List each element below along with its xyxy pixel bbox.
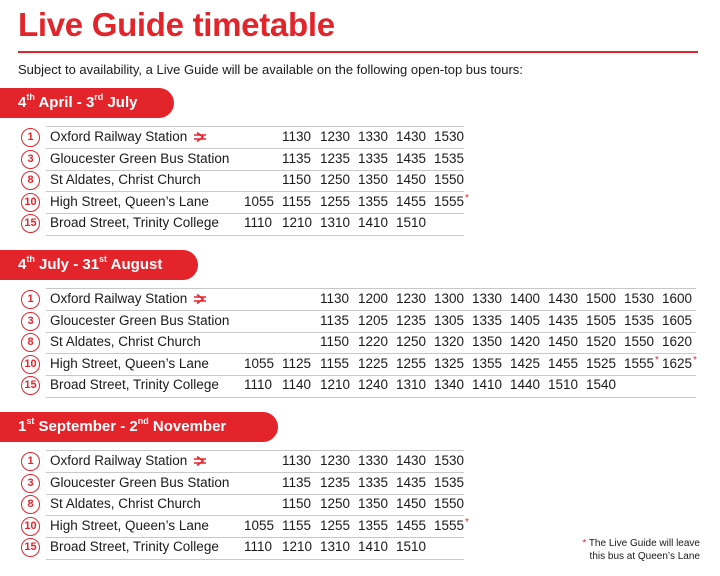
departure-time: 1250 — [396, 334, 427, 350]
departure-time: 1130 — [320, 291, 350, 306]
departure-time: 1130 — [282, 453, 312, 468]
departure-time: 1450 — [396, 172, 427, 188]
stop-number-badge: 15 — [21, 214, 40, 233]
departure-time: 1600 — [662, 291, 693, 306]
departure-time: 1330 — [358, 453, 389, 468]
stop-name: Oxford Railway Station — [50, 291, 208, 306]
stop-number-badge: 10 — [21, 517, 40, 536]
row-divider — [46, 397, 696, 398]
departure-time: 1150 — [282, 172, 312, 188]
departure-time: 1450 — [548, 334, 579, 350]
departure-time: 1335 — [358, 474, 389, 490]
departure-time: 1530 — [434, 453, 465, 468]
stop-name: Broad Street, Trinity College — [50, 377, 219, 393]
intro-text: Subject to availability, a Live Guide will be available on the following open-top bus tours: — [18, 62, 523, 77]
departure-time: 1410 — [358, 215, 389, 231]
stop-number-badge: 1 — [21, 452, 40, 471]
departure-time: 1230 — [396, 291, 427, 306]
departure-time: 1155 — [282, 517, 312, 533]
timetable-row — [18, 375, 718, 396]
departure-time: 1410 — [472, 377, 503, 393]
departure-time: 1230 — [320, 129, 351, 144]
departure-time: 1555* — [434, 192, 469, 209]
stop-number-badge: 8 — [21, 495, 40, 514]
departure-time: 1110 — [244, 539, 273, 555]
departure-time: 1300 — [434, 291, 465, 306]
departure-time: 1505 — [586, 312, 617, 328]
stop-number-badge: 3 — [21, 150, 40, 169]
stop-name: Gloucester Green Bus Station — [50, 312, 230, 328]
departure-time: 1350 — [472, 334, 503, 350]
stop-name: High Street, Queen’s Lane — [50, 517, 209, 533]
departure-time: 1310 — [320, 215, 351, 231]
stop-name: High Street, Queen’s Lane — [50, 355, 209, 371]
stop-name: St Aldates, Christ Church — [50, 334, 201, 350]
departure-time: 1455 — [396, 193, 427, 209]
departure-time: 1155 — [282, 193, 312, 209]
departure-time: 1220 — [358, 334, 389, 350]
departure-time: 1255 — [320, 193, 351, 209]
stop-number-badge: 1 — [21, 290, 40, 309]
departure-time: 1620 — [662, 334, 693, 350]
departure-time: 1225 — [358, 355, 389, 371]
departure-time: 1550 — [434, 172, 465, 188]
departure-time: 1435 — [396, 474, 427, 490]
departure-time: 1520 — [586, 334, 617, 350]
timetable-row — [18, 192, 718, 213]
departure-time: 1320 — [434, 334, 465, 350]
timetable-row — [18, 213, 718, 234]
departure-time: 1525 — [586, 355, 617, 371]
departure-time: 1235 — [396, 312, 427, 328]
departure-time: 1210 — [320, 377, 351, 393]
stop-number-badge: 10 — [21, 193, 40, 212]
stop-name: St Aldates, Christ Church — [50, 172, 201, 188]
timetable-row — [18, 127, 718, 148]
section-banner-september-november: 1st September - 2nd November — [0, 412, 278, 442]
departure-time: 1550 — [434, 496, 465, 512]
timetable-row — [18, 354, 718, 375]
departure-time: 1155 — [320, 355, 350, 371]
footnote — [560, 537, 700, 563]
departure-time: 1435 — [548, 312, 579, 328]
departure-time: 1530 — [624, 291, 655, 306]
section-banner-july-august: 4th July - 31st August — [0, 250, 198, 280]
departure-time: 1410 — [358, 539, 389, 555]
departure-time: 1400 — [510, 291, 541, 306]
stop-number-badge: 10 — [21, 355, 40, 374]
departure-time: 1255 — [320, 517, 351, 533]
stop-number-badge: 15 — [21, 376, 40, 395]
departure-time: 1210 — [282, 539, 313, 555]
asterisk-marker: * — [655, 354, 659, 366]
departure-time: 1150 — [282, 496, 312, 512]
row-divider — [46, 235, 464, 236]
departure-time: 1235 — [320, 474, 351, 490]
asterisk-marker: * — [465, 192, 469, 204]
stop-number-badge: 15 — [21, 538, 40, 557]
departure-time: 1055 — [244, 517, 275, 533]
departure-time: 1235 — [320, 150, 351, 166]
departure-time: 1455 — [548, 355, 579, 371]
departure-time: 1255 — [396, 355, 427, 371]
departure-time: 1135 — [282, 474, 312, 490]
departure-time: 1055 — [244, 193, 275, 209]
departure-time: 1250 — [320, 172, 351, 188]
asterisk-marker: * — [582, 538, 587, 549]
departure-time: 1440 — [510, 377, 541, 393]
timetable-row — [18, 170, 718, 191]
departure-time: 1540 — [586, 377, 617, 393]
departure-time: 1555* — [434, 516, 469, 533]
stop-number-badge: 3 — [21, 312, 40, 331]
timetable-row — [18, 311, 718, 332]
departure-time: 1510 — [396, 215, 427, 231]
national-rail-icon — [192, 294, 208, 304]
departure-time: 1425 — [510, 355, 541, 371]
departure-time: 1355 — [358, 193, 389, 209]
departure-time: 1135 — [320, 312, 350, 328]
departure-time: 1110 — [244, 377, 273, 393]
departure-time: 1110 — [244, 215, 273, 231]
departure-time: 1140 — [282, 377, 312, 393]
departure-time: 1130 — [282, 129, 312, 144]
stop-name: Gloucester Green Bus Station — [50, 474, 230, 490]
departure-time: 1555* — [624, 354, 659, 371]
departure-time: 1310 — [396, 377, 427, 393]
departure-time: 1510 — [548, 377, 579, 393]
asterisk-marker: * — [693, 354, 697, 366]
stop-name: St Aldates, Christ Church — [50, 496, 201, 512]
departure-time: 1430 — [548, 291, 579, 306]
departure-time: 1350 — [358, 172, 389, 188]
stop-name: Broad Street, Trinity College — [50, 539, 219, 555]
departure-time: 1325 — [434, 355, 465, 371]
departure-time: 1550 — [624, 334, 655, 350]
stop-name: Oxford Railway Station — [50, 129, 208, 144]
asterisk-marker: * — [465, 516, 469, 528]
timetable-row — [18, 473, 718, 494]
departure-time: 1335 — [472, 312, 503, 328]
timetable-row — [18, 332, 718, 353]
departure-time: 1435 — [396, 150, 427, 166]
departure-time: 1305 — [434, 312, 465, 328]
departure-time: 1405 — [510, 312, 541, 328]
timetable-row — [18, 149, 718, 170]
national-rail-icon — [192, 456, 208, 466]
departure-time: 1125 — [282, 355, 312, 371]
timetable-row — [18, 516, 718, 537]
title-divider — [18, 51, 698, 53]
departure-time: 1500 — [586, 291, 617, 306]
stop-number-badge: 8 — [21, 333, 40, 352]
stop-number-badge: 8 — [21, 171, 40, 190]
stop-name: Broad Street, Trinity College — [50, 215, 219, 231]
national-rail-icon — [192, 132, 208, 142]
departure-time: 1605 — [662, 312, 693, 328]
timetable-row — [18, 289, 718, 310]
departure-time: 1420 — [510, 334, 541, 350]
footnote-line-1: The Live Guide will leave — [588, 538, 700, 549]
departure-time: 1330 — [472, 291, 503, 306]
section-banner-april-july: 4th April - 3rd July — [0, 88, 174, 118]
departure-time: 1200 — [358, 291, 389, 306]
departure-time: 1335 — [358, 150, 389, 166]
departure-time: 1355 — [358, 517, 389, 533]
departure-time: 1430 — [396, 129, 427, 144]
page-title: Live Guide timetable — [18, 6, 335, 43]
departure-time: 1350 — [358, 496, 389, 512]
departure-time: 1150 — [320, 334, 350, 350]
departure-time: 1250 — [320, 496, 351, 512]
stop-number-badge: 1 — [21, 128, 40, 147]
stop-number-badge: 3 — [21, 474, 40, 493]
stop-name: Gloucester Green Bus Station — [50, 150, 230, 166]
row-divider — [46, 559, 464, 560]
departure-time: 1210 — [282, 215, 313, 231]
departure-time: 1530 — [434, 129, 465, 144]
footnote-line-2: this bus at Queen’s Lane — [589, 551, 700, 562]
departure-time: 1450 — [396, 496, 427, 512]
departure-time: 1310 — [320, 539, 351, 555]
departure-time: 1205 — [358, 312, 389, 328]
departure-time: 1355 — [472, 355, 503, 371]
departure-time: 1535 — [624, 312, 655, 328]
departure-time: 1535 — [434, 150, 465, 166]
departure-time: 1135 — [282, 150, 312, 166]
departure-time: 1625* — [662, 354, 697, 371]
departure-time: 1535 — [434, 474, 465, 490]
stop-name: Oxford Railway Station — [50, 453, 208, 468]
departure-time: 1330 — [358, 129, 389, 144]
departure-time: 1340 — [434, 377, 465, 393]
departure-time: 1430 — [396, 453, 427, 468]
stop-name: High Street, Queen’s Lane — [50, 193, 209, 209]
departure-time: 1240 — [358, 377, 389, 393]
departure-time: 1055 — [244, 355, 275, 371]
departure-time: 1510 — [396, 539, 427, 555]
timetable-row — [18, 451, 718, 472]
departure-time: 1455 — [396, 517, 427, 533]
departure-time: 1230 — [320, 453, 351, 468]
timetable-row — [18, 494, 718, 515]
